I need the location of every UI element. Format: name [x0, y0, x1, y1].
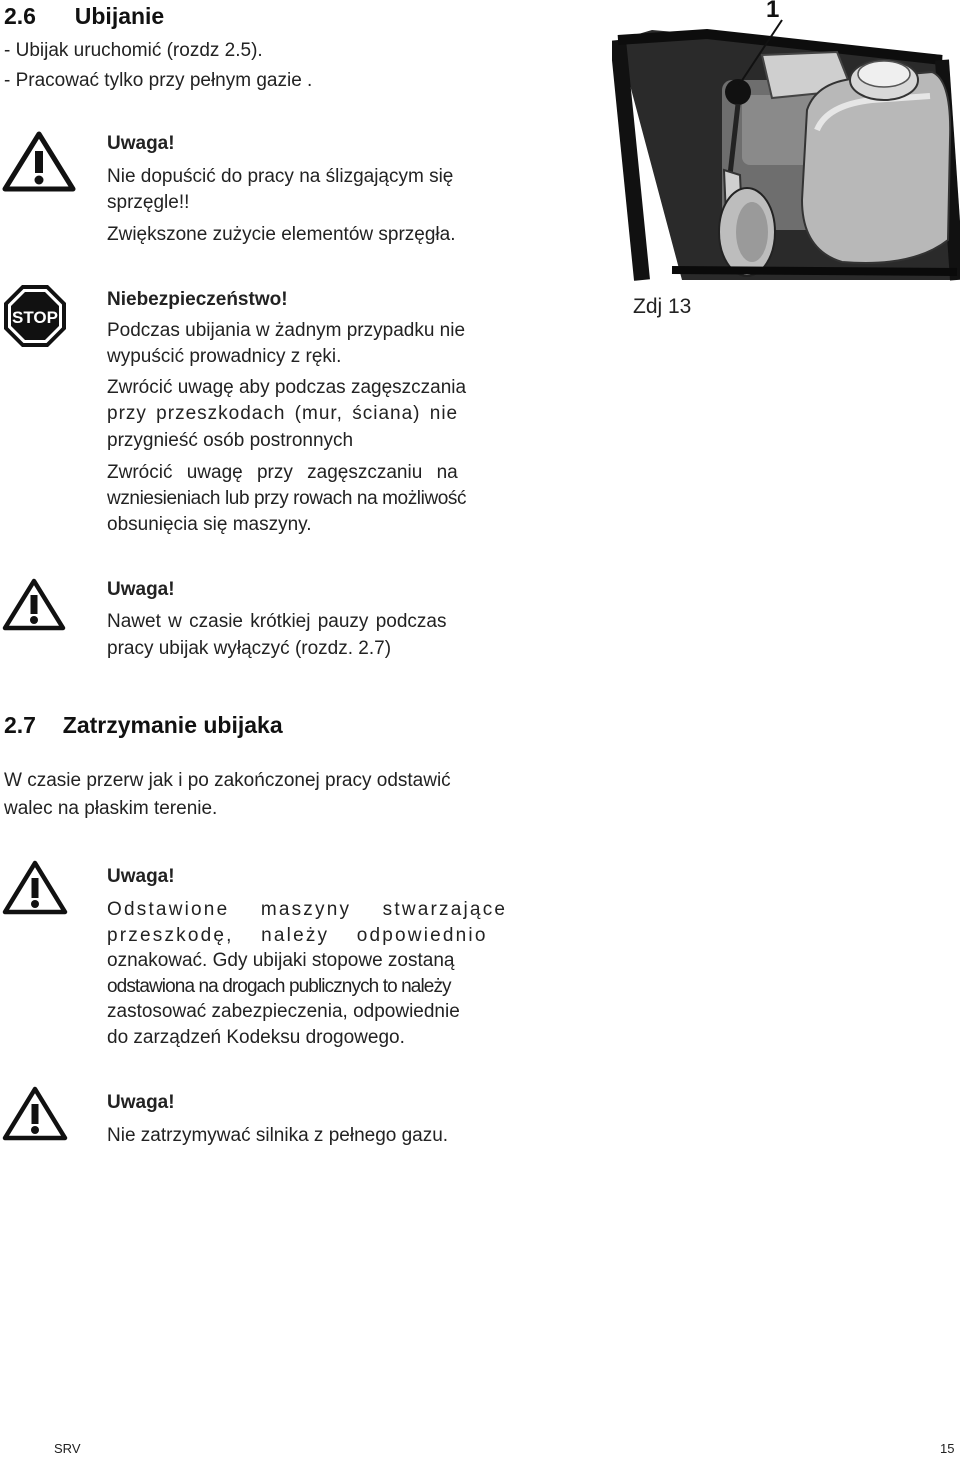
warning-triangle-icon: [2, 860, 68, 916]
section-2-7-heading: [4, 712, 283, 739]
warning-text: Nie dopuścić do pracy na ślizgającym się: [107, 166, 454, 187]
warning-text: pracy ubijak wyłączyć (rozdz. 2.7): [107, 638, 392, 659]
warning-triangle-icon: [2, 578, 66, 632]
warning-text: Odstawione maszyny stwarzające: [107, 899, 508, 920]
warning-text: do zarządzeń Kodeksu drogowego.: [107, 1027, 405, 1048]
section-2-6-heading: [4, 3, 164, 30]
danger-text: wzniesieniach lub przy rowach na możliwość: [107, 488, 467, 509]
danger-heading: Niebezpieczeństwo!: [107, 289, 288, 310]
section-title: Zatrzymanie ubijaka: [62, 712, 283, 738]
warning-heading: Uwaga!: [107, 866, 175, 887]
danger-text: obsunięcia się maszyny.: [107, 514, 312, 535]
warning-text: odstawiona na drogach publicznych to należy: [107, 976, 451, 997]
danger-text: wypuścić prowadnicy z ręki.: [107, 346, 342, 367]
danger-text: Zwrócić uwagę przy zagęszczaniu na: [107, 462, 458, 483]
warning-triangle-icon: [2, 1086, 68, 1142]
stop-label: STOP: [12, 308, 58, 327]
warning-heading: Uwaga!: [107, 579, 175, 600]
bullet-line: - Pracować tylko przy pełnym gazie .: [4, 70, 313, 91]
warning-triangle-icon: [2, 131, 76, 193]
footer-left-label: SRV: [54, 1441, 81, 1456]
warning-heading: Uwaga!: [107, 133, 175, 154]
danger-text: przygnieść osób postronnych: [107, 430, 354, 451]
danger-text: Zwrócić uwagę aby podczas zagęszczania: [107, 377, 467, 398]
warning-text: zastosować zabezpieczenia, odpowiednie: [107, 1001, 460, 1022]
section-number: 2.7: [4, 712, 36, 738]
warning-text: sprzęgle!!: [107, 192, 190, 213]
danger-text: Podczas ubijania w żadnym przypadku nie: [107, 320, 466, 341]
machine-photo: [612, 0, 960, 284]
page-number: 15: [940, 1441, 955, 1456]
bullet-line: - Ubijak uruchomić (rozdz 2.5).: [4, 40, 263, 61]
warning-heading: Uwaga!: [107, 1092, 175, 1113]
paragraph-line: walec na płaskim terenie.: [4, 798, 218, 819]
warning-text: Nawet w czasie krótkiej pauzy podczas: [107, 611, 447, 632]
figure-callout-number: 1: [766, 0, 780, 23]
stop-sign-icon: [3, 284, 67, 348]
section-number: 2.6: [4, 3, 36, 29]
section-title: Ubijanie: [74, 3, 165, 29]
warning-text: Zwiększone zużycie elementów sprzęgła.: [107, 224, 456, 245]
danger-text: przy przeszkodach (mur, ściana) nie: [107, 403, 459, 424]
warning-text: oznakować. Gdy ubijaki stopowe zostaną: [107, 950, 455, 971]
warning-text: przeszkodę, należy odpowiednio: [107, 925, 488, 946]
warning-text: Nie zatrzymywać silnika z pełnego gazu.: [107, 1125, 449, 1146]
paragraph-line: W czasie przerw jak i po zakończonej pracy odstawić: [4, 770, 451, 791]
figure-caption: Zdj 13: [633, 295, 692, 318]
